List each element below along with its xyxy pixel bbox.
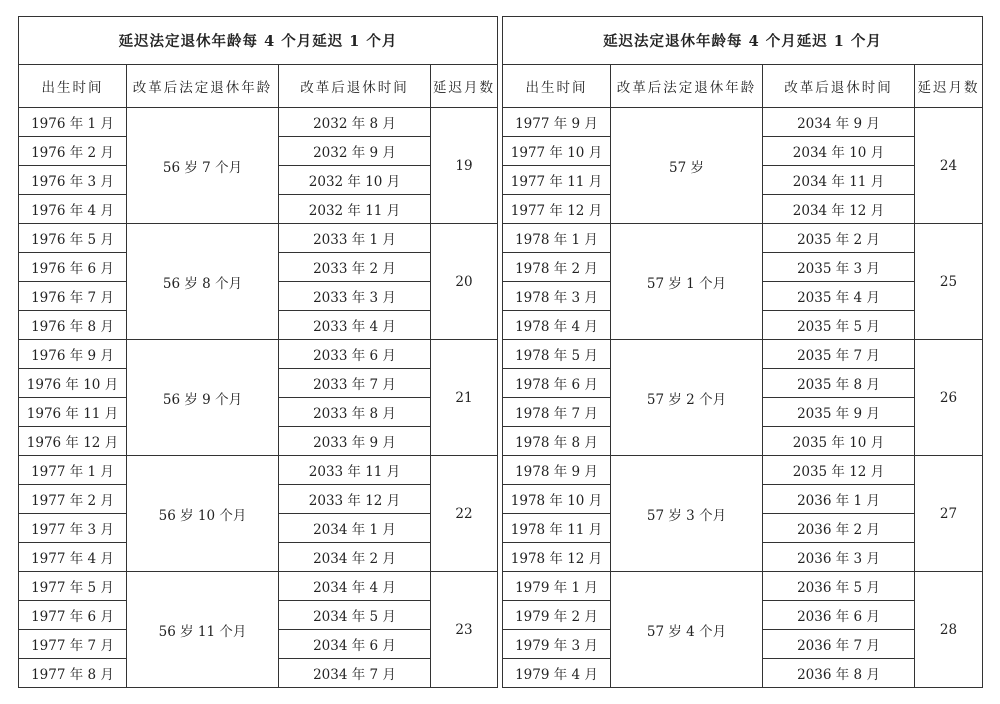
delay-months-cell: 28 [915,572,983,688]
retirement-age-cell: 57 岁 3 个月 [611,456,763,572]
retirement-time-cell: 2032 年 9 月 [279,137,431,166]
retirement-time-cell: 2034 年 9 月 [763,108,915,137]
retirement-time-cell: 2033 年 9 月 [279,427,431,456]
birth-time-cell: 1978 年 3 月 [503,282,611,311]
birth-time-cell: 1978 年 5 月 [503,340,611,369]
retirement-time-cell: 2035 年 2 月 [763,224,915,253]
birth-time-cell: 1978 年 8 月 [503,427,611,456]
retirement-time-cell: 2035 年 7 月 [763,340,915,369]
retirement-time-cell: 2035 年 9 月 [763,398,915,427]
table-row [19,108,498,137]
birth-time-cell: 1976 年 7 月 [19,282,127,311]
birth-time-cell: 1976 年 10 月 [19,369,127,398]
birth-time-cell: 1976 年 8 月 [19,311,127,340]
birth-time-cell: 1976 年 2 月 [19,137,127,166]
birth-time-cell: 1979 年 2 月 [503,601,611,630]
birth-time-cell: 1976 年 4 月 [19,195,127,224]
retirement-time-cell: 2035 年 10 月 [763,427,915,456]
table-row [503,340,983,369]
birth-time-cell: 1978 年 10 月 [503,485,611,514]
retirement-time-cell: 2036 年 3 月 [763,543,915,572]
delay-months-cell: 21 [431,340,498,456]
retirement-time-cell: 2033 年 1 月 [279,224,431,253]
retirement-age-cell: 56 岁 7 个月 [127,108,279,224]
delay-months-cell: 25 [915,224,983,340]
header-retirement-time: 改革后退休时间 [279,65,431,108]
birth-time-cell: 1978 年 7 月 [503,398,611,427]
delay-months-cell: 24 [915,108,983,224]
table-row [503,456,983,485]
retirement-age-cell: 56 岁 9 个月 [127,340,279,456]
birth-time-cell: 1977 年 12 月 [503,195,611,224]
retirement-time-cell: 2036 年 7 月 [763,630,915,659]
delay-months-cell: 20 [431,224,498,340]
retirement-time-cell: 2034 年 10 月 [763,137,915,166]
header-birth-time: 出生时间 [503,65,611,108]
retirement-time-cell: 2033 年 6 月 [279,340,431,369]
retirement-time-cell: 2035 年 3 月 [763,253,915,282]
birth-time-cell: 1978 年 11 月 [503,514,611,543]
birth-time-cell: 1978 年 9 月 [503,456,611,485]
retirement-age-cell: 56 岁 10 个月 [127,456,279,572]
retirement-time-cell: 2033 年 2 月 [279,253,431,282]
retirement-time-cell: 2036 年 5 月 [763,572,915,601]
retirement-time-cell: 2036 年 2 月 [763,514,915,543]
table-row [503,224,983,253]
delay-months-cell: 19 [431,108,498,224]
retirement-table-right [502,16,983,688]
birth-time-cell: 1977 年 2 月 [19,485,127,514]
table-row [19,572,498,601]
delay-months-cell: 27 [915,456,983,572]
retirement-time-cell: 2034 年 12 月 [763,195,915,224]
retirement-age-cell: 57 岁 [611,108,763,224]
birth-time-cell: 1979 年 3 月 [503,630,611,659]
birth-time-cell: 1978 年 4 月 [503,311,611,340]
birth-time-cell: 1977 年 5 月 [19,572,127,601]
retirement-time-cell: 2035 年 12 月 [763,456,915,485]
retirement-time-cell: 2035 年 8 月 [763,369,915,398]
birth-time-cell: 1977 年 4 月 [19,543,127,572]
retirement-time-cell: 2032 年 8 月 [279,108,431,137]
birth-time-cell: 1977 年 3 月 [19,514,127,543]
retirement-time-cell: 2036 年 8 月 [763,659,915,688]
retirement-age-cell: 57 岁 1 个月 [611,224,763,340]
retirement-table-left [18,16,498,688]
header-retirement-age: 改革后法定退休年龄 [127,65,279,108]
retirement-time-cell: 2034 年 2 月 [279,543,431,572]
header-retirement-age: 改革后法定退休年龄 [611,65,763,108]
retirement-age-cell: 56 岁 8 个月 [127,224,279,340]
birth-time-cell: 1976 年 11 月 [19,398,127,427]
birth-time-cell: 1977 年 1 月 [19,456,127,485]
birth-time-cell: 1979 年 1 月 [503,572,611,601]
birth-time-cell: 1977 年 9 月 [503,108,611,137]
table-row [503,108,983,137]
birth-time-cell: 1978 年 2 月 [503,253,611,282]
birth-time-cell: 1976 年 3 月 [19,166,127,195]
birth-time-cell: 1976 年 9 月 [19,340,127,369]
birth-time-cell: 1977 年 11 月 [503,166,611,195]
birth-time-cell: 1978 年 6 月 [503,369,611,398]
birth-time-cell: 1977 年 10 月 [503,137,611,166]
delay-months-cell: 23 [431,572,498,688]
retirement-time-cell: 2035 年 5 月 [763,311,915,340]
retirement-time-cell: 2033 年 3 月 [279,282,431,311]
retirement-time-cell: 2036 年 6 月 [763,601,915,630]
birth-time-cell: 1976 年 6 月 [19,253,127,282]
retirement-time-cell: 2033 年 7 月 [279,369,431,398]
birth-time-cell: 1977 年 8 月 [19,659,127,688]
retirement-time-cell: 2034 年 11 月 [763,166,915,195]
retirement-age-cell: 57 岁 4 个月 [611,572,763,688]
delay-months-cell: 26 [915,340,983,456]
birth-time-cell: 1978 年 12 月 [503,543,611,572]
birth-time-cell: 1978 年 1 月 [503,224,611,253]
retirement-time-cell: 2036 年 1 月 [763,485,915,514]
table-row [19,340,498,369]
retirement-time-cell: 2032 年 10 月 [279,166,431,195]
table-row [503,572,983,601]
table-title: 延迟法定退休年龄每 4 个月延迟 1 个月 [503,17,983,65]
header-retirement-time: 改革后退休时间 [763,65,915,108]
birth-time-cell: 1976 年 1 月 [19,108,127,137]
retirement-time-cell: 2032 年 11 月 [279,195,431,224]
retirement-age-cell: 57 岁 2 个月 [611,340,763,456]
birth-time-cell: 1976 年 5 月 [19,224,127,253]
retirement-time-cell: 2034 年 4 月 [279,572,431,601]
table-row [19,456,498,485]
retirement-time-cell: 2035 年 4 月 [763,282,915,311]
retirement-time-cell: 2033 年 11 月 [279,456,431,485]
retirement-time-cell: 2034 年 1 月 [279,514,431,543]
retirement-time-cell: 2034 年 7 月 [279,659,431,688]
header-delay-months: 延迟月数 [915,65,983,108]
retirement-time-cell: 2034 年 5 月 [279,601,431,630]
birth-time-cell: 1977 年 7 月 [19,630,127,659]
retirement-time-cell: 2033 年 8 月 [279,398,431,427]
retirement-age-cell: 56 岁 11 个月 [127,572,279,688]
table-title: 延迟法定退休年龄每 4 个月延迟 1 个月 [19,17,498,65]
table-row [19,224,498,253]
birth-time-cell: 1979 年 4 月 [503,659,611,688]
retirement-time-cell: 2034 年 6 月 [279,630,431,659]
delay-months-cell: 22 [431,456,498,572]
header-birth-time: 出生时间 [19,65,127,108]
header-delay-months: 延迟月数 [431,65,498,108]
retirement-time-cell: 2033 年 4 月 [279,311,431,340]
birth-time-cell: 1976 年 12 月 [19,427,127,456]
birth-time-cell: 1977 年 6 月 [19,601,127,630]
retirement-time-cell: 2033 年 12 月 [279,485,431,514]
